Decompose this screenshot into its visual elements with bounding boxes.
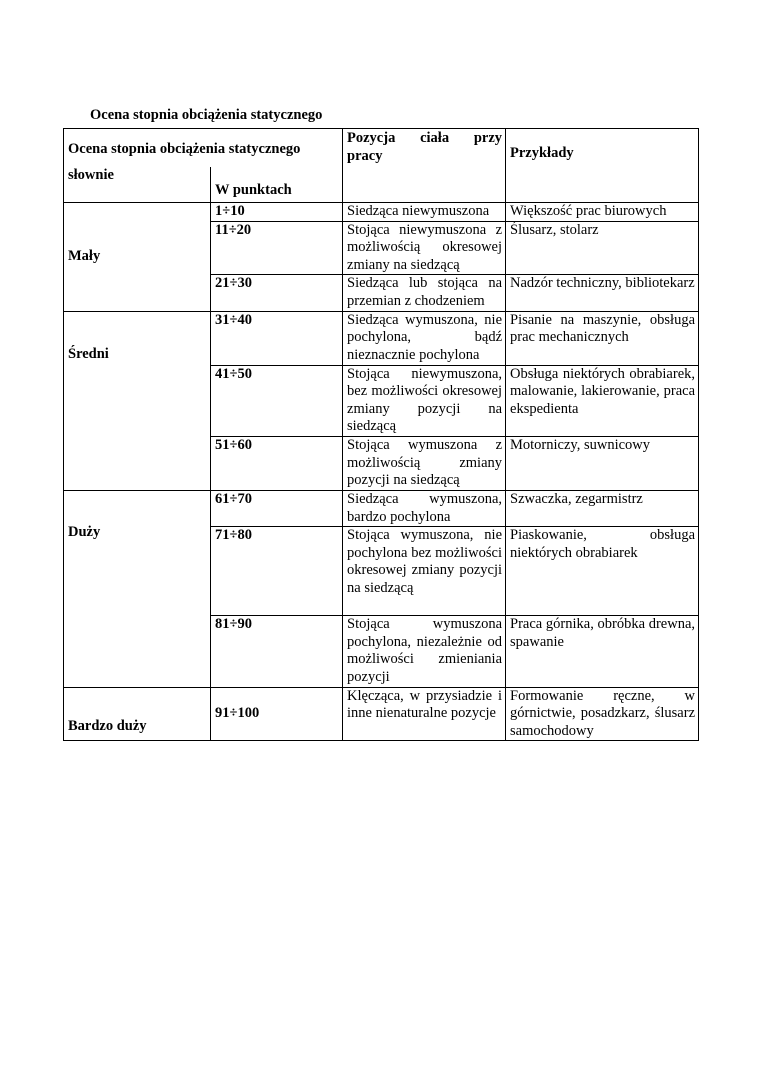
static-load-table	[63, 128, 699, 741]
points-cell: 1÷10	[211, 203, 343, 222]
points-cell: 41÷50	[211, 365, 343, 436]
header-position-cell	[343, 129, 506, 203]
group-label-duzy: Duży	[68, 523, 101, 540]
header-points-text: W punktach	[215, 181, 292, 198]
examples-cell: Obsługa niektórych obrabiarek, malowanie, lakierowanie, praca ekspedienta	[506, 365, 699, 436]
position-cell: Stojąca wymuszona, nie pochylona bez możliwości okresowej zmiany pozycji na siedzącą	[343, 527, 506, 616]
position-cell: Stojąca wymuszona pochylona, niezależnie od możliwości zmieniania pozycji	[343, 616, 506, 687]
points-cell: 71÷80	[211, 527, 343, 616]
header-group-cell	[64, 129, 343, 167]
table-row	[64, 203, 699, 222]
examples-cell: Większość prac biurowych	[506, 203, 699, 222]
group-label-cell	[64, 311, 211, 490]
header-position-line-1: Pozycja ciała przy	[347, 130, 503, 146]
group-label-cell	[64, 203, 211, 312]
group-label-bardzo-duzy: Bardzo duży	[68, 717, 147, 734]
examples-cell: Nadzór techniczny, bibliotekarz	[506, 275, 699, 311]
points-cell: 51÷60	[211, 436, 343, 490]
examples-cell: Ślusarz, stolarz	[506, 221, 699, 275]
position-cell: Siedząca wymuszona, bardzo pochylona	[343, 490, 506, 526]
header-words-text: słownie	[68, 166, 114, 183]
points-cell: 61÷70	[211, 490, 343, 526]
header-group-text: Ocena stopnia obciążenia statycznego	[68, 140, 301, 157]
position-cell: Klęcząca, w przysiadzie i inne nienaturalne pozycje	[343, 687, 506, 741]
group-label-cell	[64, 687, 211, 741]
header-row-1	[64, 129, 699, 167]
examples-cell: Motorniczy, suwnicowy	[506, 436, 699, 490]
table-row	[64, 687, 699, 741]
points-cell: 11÷20	[211, 221, 343, 275]
position-cell: Siedząca niewymuszona	[343, 203, 506, 222]
document-title: Ocena stopnia obciążenia statycznego	[90, 107, 323, 123]
examples-cell: Piaskowanie, obsługa niektórych obrabiarek	[506, 527, 699, 616]
header-points-cell	[211, 167, 343, 203]
examples-cell: Praca górnika, obróbka drewna, spawanie	[506, 616, 699, 687]
header-examples-text: Przykłady	[510, 145, 574, 161]
points-cell: 91÷100	[211, 687, 343, 741]
points-cell: 81÷90	[211, 616, 343, 687]
table-row	[64, 490, 699, 526]
group-label-maly: Mały	[68, 247, 101, 264]
position-cell: Stojąca wymuszona z możliwością zmiany pozycji na siedzącą	[343, 436, 506, 490]
group-label-sredni: Średni	[68, 345, 109, 362]
position-cell: Stojąca niewymuszona, bez możliwości okresowej zmiany pozycji na siedzącą	[343, 365, 506, 436]
examples-cell: Pisanie na maszynie, obsługa prac mechanicznych	[506, 311, 699, 365]
examples-cell: Szwaczka, zegarmistrz	[506, 490, 699, 526]
position-cell: Stojąca niewymuszona z możliwością okresowej zmiany na siedzącą	[343, 221, 506, 275]
position-cell: Siedząca lub stojąca na przemian z chodzeniem	[343, 275, 506, 311]
position-cell: Siedząca wymuszona, nie pochylona, bądź nieznacznie pochylona	[343, 311, 506, 365]
group-label-cell	[64, 490, 211, 687]
header-examples-cell	[506, 129, 699, 203]
header-position-line-2: pracy	[347, 147, 383, 164]
points-cell: 21÷30	[211, 275, 343, 311]
points-cell: 31÷40	[211, 311, 343, 365]
header-words-cell	[64, 167, 211, 203]
examples-cell: Formowanie ręczne, w górnictwie, posadzkarz, ślusarz samochodowy	[506, 687, 699, 741]
table-row	[64, 311, 699, 365]
